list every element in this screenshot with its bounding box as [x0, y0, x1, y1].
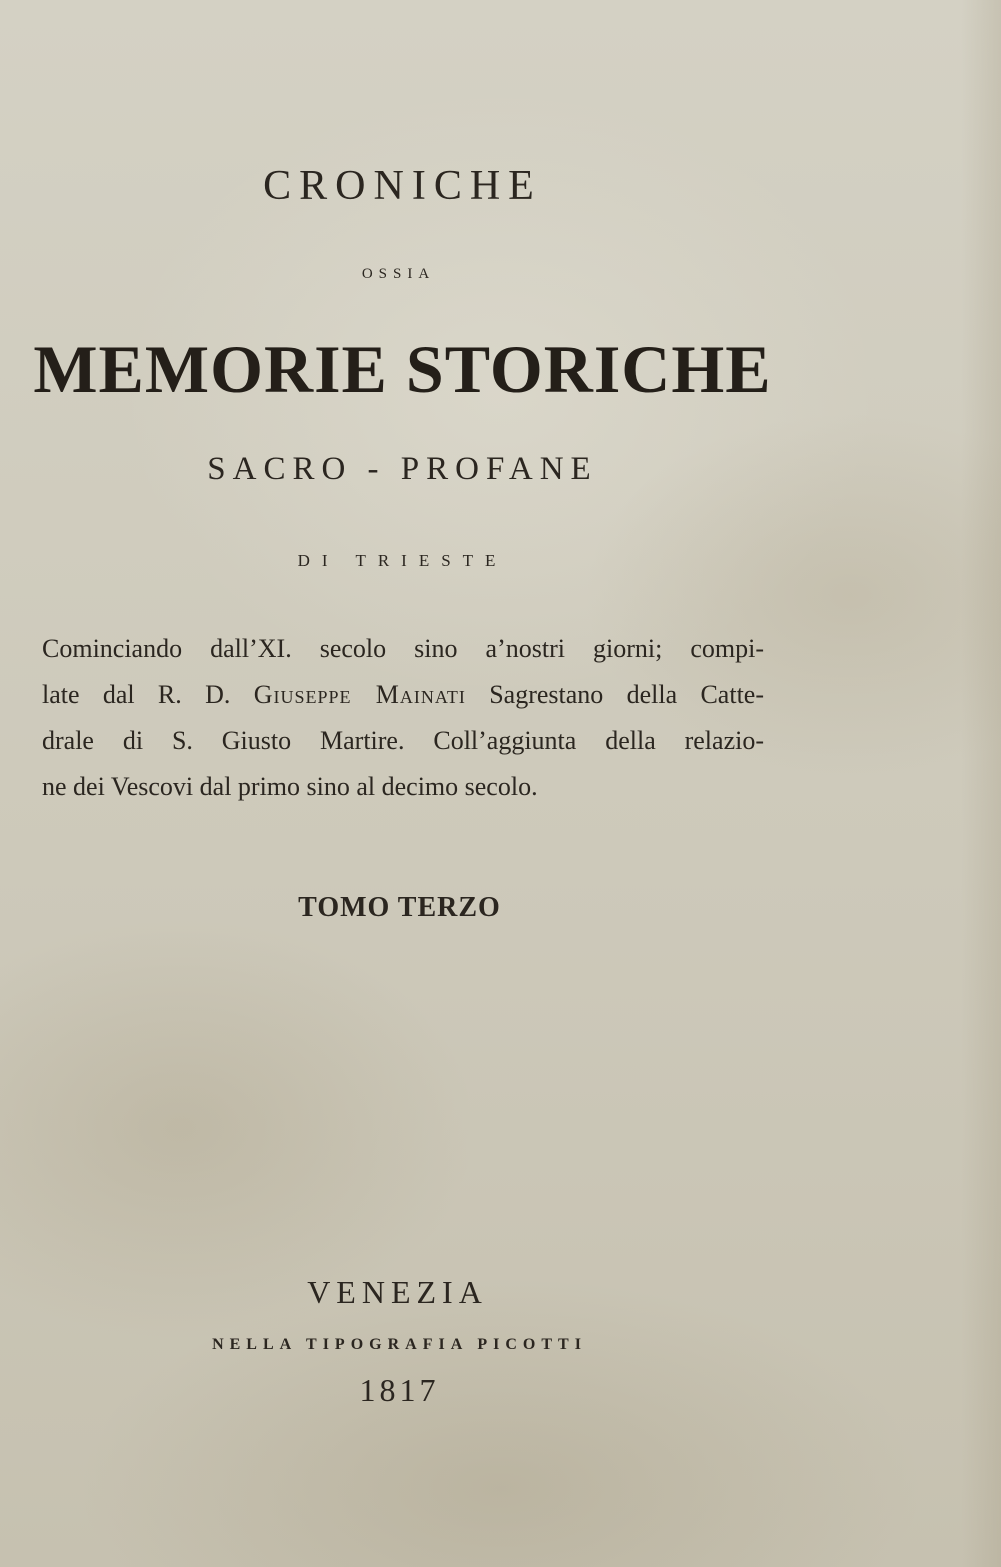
- volume-label: TOMO TERZO: [298, 892, 501, 923]
- description-line-2-pre: late dal R. D.: [42, 680, 254, 709]
- page-edge-shadow: [961, 0, 1001, 1567]
- description-line-1: Cominciando dall’XI. secolo sino a’nostri giorni; compi-: [42, 634, 764, 663]
- title-memorie-storiche: MEMORIE STORICHE: [33, 331, 772, 407]
- description-line-2: [42, 672, 764, 718]
- title-ossia: OSSIA: [361, 266, 436, 282]
- description-line-4: ne dei Vescovi dal primo sino al decimo secolo.: [42, 772, 538, 801]
- imprint-printer: NELLA TIPOGRAFIA PICOTTI: [212, 1336, 587, 1353]
- title-di-trieste: DI TRIESTE: [297, 551, 508, 570]
- imprint-year: 1817: [359, 1372, 440, 1408]
- author-name: Giuseppe Mainati: [253, 680, 466, 709]
- description-line-2-post: Sagrestano della Catte-: [465, 680, 764, 709]
- title-sacro-profane: SACRO - PROFANE: [207, 451, 598, 487]
- description-paragraph: [42, 626, 764, 810]
- description-line-3: drale di S. Giusto Martire. Coll’aggiunta della relazio-: [42, 726, 764, 755]
- title-croniche: CRONICHE: [263, 163, 542, 209]
- imprint-place: VENEZIA: [307, 1274, 488, 1310]
